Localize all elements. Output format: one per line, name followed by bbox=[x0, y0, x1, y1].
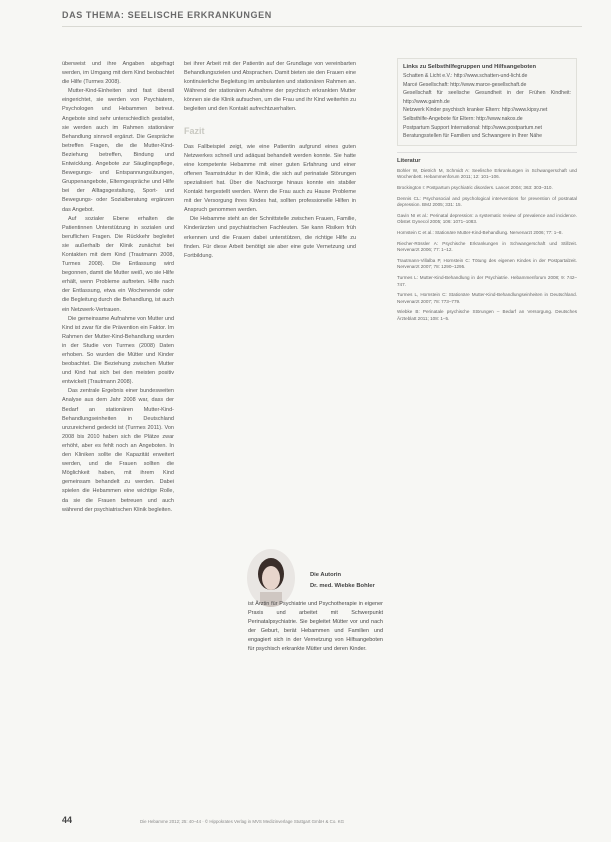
author-name: Dr. med. Wiebke Bohler bbox=[310, 583, 375, 589]
column-2 bbox=[184, 60, 356, 540]
literature-item: Turmes L, Hornstein C: Stationäre Mutter-Kind-Behandlungseinheiten in Deutschland. Nervenarzt 2007; 78: 773–779. bbox=[397, 292, 577, 304]
link-item[interactable]: Marcé Gesellschaft: http://www.marce-gesellschaft.de bbox=[403, 81, 527, 88]
paragraph: Die gemeinsame Aufnahme von Mutter und Kind ist zwar für die Prävention ein Faktor. Im Rahmen der Mutter-Kind-Behandlung wurden in der Studie von Turmes (2008) Daten erhoben. So wurden die Mütter und Kinder beobachtet. Die Beziehung zwischen Mutter und Kind hat sich bei den meisten positiv entwickelt (Trautmann 2008). bbox=[62, 315, 174, 386]
literature-title: Literatur bbox=[397, 152, 577, 166]
author-photo bbox=[246, 548, 296, 608]
literature-item: Wiebke B: Perinatale psychische Störungen – Bedarf an Versorgung. Deutsches Ärzteblatt 2011; 108: 1–5. bbox=[397, 309, 577, 321]
literature-item: Gavin NI et al.: Perinatal depression: a systematic review of prevalence and incidence. Obstet Gynecol 2005; 106: 1071–1083. bbox=[397, 212, 577, 225]
literature-item: Hornstein C et al.: Stationäre Mutter-Kind-Behandlung. Nervenarzt 2006; 77: 1–8. bbox=[397, 230, 563, 235]
link-item[interactable]: Schatten & Licht e.V.: http://www.schatten-und-licht.de bbox=[403, 73, 528, 79]
paragraph: Die Hebamme steht an der Schnittstelle zwischen Frauen, Familie, Kinderärzten und psychiatrischen Fachleuten. Sie kann Risiken früh erkennen und die Frauen dabei unterstützen, die richtige Hilfe zu finden. Für diese Arbeit benötigt sie aber eine gute Vernetzung und Fortbildung. bbox=[184, 216, 356, 259]
link-item[interactable]: Postpartum Support International: http://www.postpartum.net bbox=[403, 124, 542, 131]
literature-item: Turmes L: Mutter-Kind-Behandlung in der Psychiatrie. Hebammenforum 2008; 9: 742–747. bbox=[397, 274, 577, 287]
column-3 bbox=[397, 58, 577, 808]
paragraph: überweist und ihre Angaben abgefragt werden, im Umgang mit dem Kind beobachtet die Hilfe (Turmes 2008). bbox=[62, 61, 174, 86]
section-title-fazit: Fazit bbox=[184, 125, 205, 136]
paragraph: Mutter-Kind-Einheiten sind fast überall eingerichtet, sie werden von Psychiatern, Psychologen und Hebammen betreut. Angebote sind sehr unterschiedlich gestaltet, sie werden auch im Rahmen stationärer Behandlung sinnvoll ergänzt. Die Gespräche betreffen Fragen, die die Mutter-Kind-Beziehung betreffen, Bindung und Entwicklung. Angebote zur Säuglingspflege, Bewegungs- und Entspannungsübungen, Gruppenangebote, Elterngespräche und Hilfe bei der Alltagsgestaltung, Sport- und Bewegungs- oder Sozialberatung ergänzen das Angebot. bbox=[62, 88, 174, 213]
author-bio: ist Ärztin für Psychiatrie und Psychotherapie in eigener Praxis und arbeitet mit Schwerpunkt Perinatalpsychiatrie. Sie begleitet Mütter vor und nach der Geburt, berät Hebammen und Familien und engagiert sich in der Vernetzung von Hilfsangeboten für psychisch erkrankte Mütter und deren Kinder. bbox=[248, 601, 383, 653]
paragraph: Das Fallbeispiel zeigt, wie eine Patientin aufgrund eines guten Netzwerkes schnell und adäquat behandelt werden konnte. Sie hatte eine kompetente Hebamme mit einer guten Erfahrung und einer offenen Teamstruktur in der Klinik, die sich auf perinatale Störungen spezialisiert hat. Über die Nachsorge hinaus konnte ein stabiler Kontakt hergestellt werden. Wenn die Frau auch zu Hause Probleme mit der Versorgung ihres Kindes hat, sollten professionelle Hilfen in Anspruch genommen werden. bbox=[184, 143, 356, 214]
literature-item: Dennis CL: Psychosocial and psychological interventions for prevention of postnatal depression. BMJ 2005; 331: 15. bbox=[397, 195, 577, 208]
column-1 bbox=[62, 60, 174, 800]
link-item[interactable]: Selbsthilfe-Angebote für Eltern: http://www.nakos.de bbox=[403, 115, 523, 122]
footer-citation: Die Hebamme 2012; 25: 40–44 · © Hippokrates Verlag in MVS Medizinverlage Stuttgart GmbH & Co. KG bbox=[140, 819, 345, 824]
links-box-title: Links zu Selbsthilfegruppen und Hilfsangeboten bbox=[403, 64, 537, 70]
page-header: DAS THEMA: SEELISCHE ERKRANKUNGEN bbox=[62, 10, 272, 20]
link-item[interactable]: Gesellschaft für seelische Gesundheit in der Frühen Kindheit: http://www.gaimh.de bbox=[403, 90, 571, 105]
paragraph: Auf sozialer Ebene erhalten die Patientinnen Unterstützung in sozialen und beruflichen Fragen. Die Rückkehr begleitet sie außerhalb der Klinik zunächst bei Kontakten mit dem Kind (Trautmann 2008, Turmes 2008). Die Entlassung wird begonnen, damit die Mutter weiß, wo sie Hilfe erhält, wenn Probleme auftreten. Hilfe nach der Entlassung, etwa ein Wochenende oder die Begleitung durch die Behandlung, ist auch ein Netzwerk-Vertrauen. bbox=[62, 215, 174, 313]
literature-item: Bohler W, Dietrich M, Schmidt A: Seelische Erkrankungen in Schwangerschaft und Wochenbett. Hebammenforum 2011; 12: 101–106. bbox=[397, 167, 577, 180]
page-number: 44 bbox=[62, 815, 73, 825]
paragraph: bei ihrer Arbeit mit der Patientin auf der Grundlage von vereinbarten Behandlungszielen und Absprachen. Damit bieten sie den Frauen eine kontinuierliche Begleitung im ambulanten und stationären Rahmen an. Während der stationären Aufnahme der psychisch erkrankten Mutter können sie die Klinik aufsuchen, um die Frau und ihr Kind weiterhin zu begleiten und den Kontakt aufrechtzuerhalten. bbox=[184, 61, 356, 113]
paragraph: Das zentrale Ergebnis einer bundesweiten Analyse aus dem Jahr 2008 war, dass der Bedarf an stationären Mutter-Kind-Behandlungseinheiten in Deutschland unzureichend gedeckt ist (Turmes 2011). Von 2008 bis 2010 haben sich die Plätze zwar erhöht, aber es fehlt noch an Angeboten. In den Kliniken sollte die Kapazität erweitert werden, und die Frauen sollten die Möglichkeit haben, mit ihrem Kind gemeinsam behandelt zu werden. Dabei spielen die Hebammen eine wichtige Rolle, da sie die Frauen betreuen und auch während der psychiatrischen Klinik begleiten. bbox=[62, 388, 174, 513]
links-box bbox=[397, 58, 577, 146]
link-item[interactable]: Beratungsstellen für Familien und Schwangere in Ihrer Nähe bbox=[403, 133, 542, 140]
literature-item: Brockington I: Postpartum psychiatric disorders. Lancet 2004; 363: 303–310. bbox=[397, 185, 553, 191]
link-item[interactable]: Netzwerk Kinder psychisch kranker Eltern: http://www.kipsy.net bbox=[403, 107, 548, 114]
header-rule bbox=[62, 26, 582, 27]
literature-item: Trautmann-Villalba P, Hornstein C: Tötung des eigenen Kindes in der Postpartalzeit. Nervenarzt 2007; 78: 1290–1295. bbox=[397, 257, 577, 270]
literature-item: Riecher-Rössler A: Psychische Erkrankungen in Schwangerschaft und Stillzeit. Nervenarzt 2006; 77: 1–12. bbox=[397, 240, 577, 253]
author-label: Die Autorin bbox=[310, 572, 342, 578]
